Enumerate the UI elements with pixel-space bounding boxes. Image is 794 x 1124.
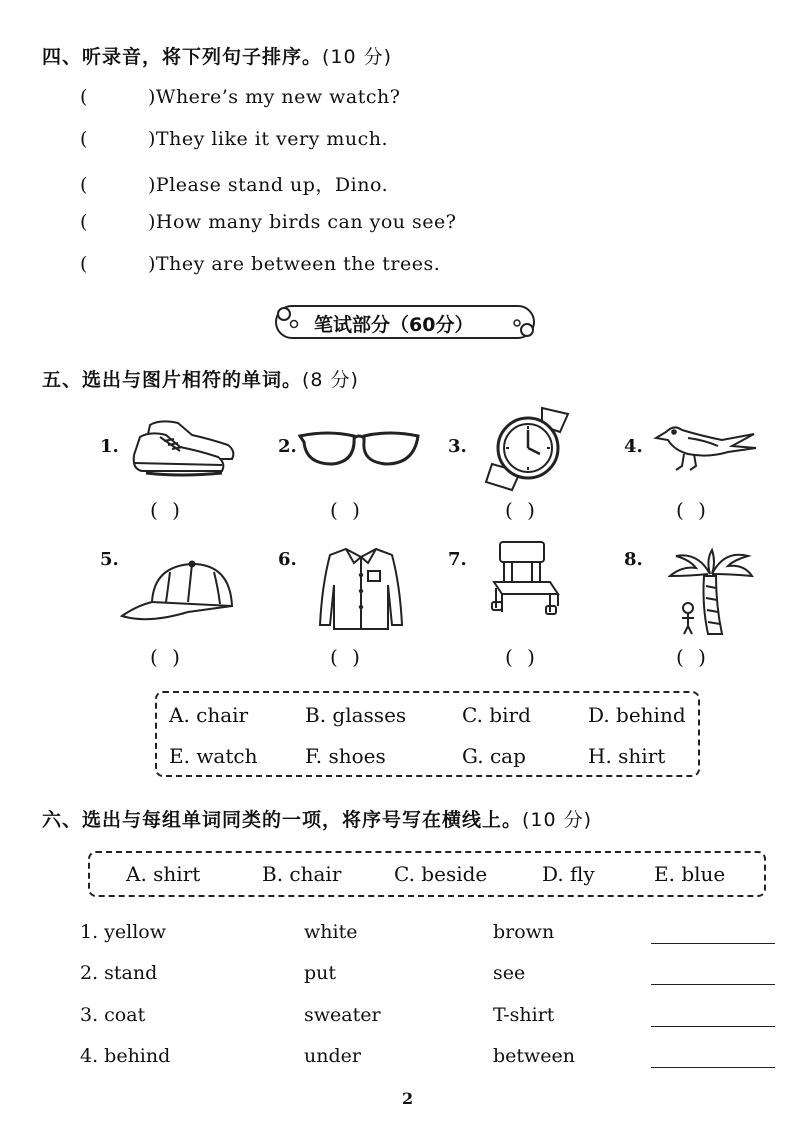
- answer-line[interactable]: [651, 1067, 775, 1068]
- answer-blank[interactable]: ( ): [505, 498, 539, 522]
- picture-number: 7.: [448, 549, 467, 570]
- section4-item-5: [80, 253, 440, 275]
- word-2: put: [304, 962, 337, 984]
- bird-icon: [652, 414, 758, 474]
- word-1: 4. behind: [80, 1045, 171, 1067]
- option-e: E. blue: [654, 862, 726, 886]
- option-g: G. cap: [462, 744, 526, 768]
- answer-blank[interactable]: ( ): [330, 645, 364, 669]
- glasses-icon: [298, 428, 420, 470]
- option-d: D. behind: [588, 703, 686, 727]
- sentence-text: )They like it very much.: [148, 128, 389, 150]
- shirt-icon: [316, 545, 406, 631]
- sentence-text: )How many birds can you see?: [148, 211, 457, 233]
- option-b: B. chair: [262, 862, 342, 886]
- answer-blank[interactable]: ( ): [676, 645, 710, 669]
- option-a: A. shirt: [126, 862, 201, 886]
- word-3: brown: [493, 921, 555, 943]
- chair-icon: [488, 540, 562, 616]
- option-f: F. shoes: [305, 744, 386, 768]
- word-1: 1. yellow: [80, 921, 167, 943]
- picture-number: 5.: [100, 549, 119, 570]
- option-b: B. glasses: [305, 703, 407, 727]
- picture-number: 8.: [624, 549, 643, 570]
- picture-number: 1.: [100, 436, 119, 457]
- section4-points: (10 分): [322, 46, 393, 68]
- answer-blank[interactable]: ( ): [150, 498, 184, 522]
- option-c: C. bird: [462, 703, 531, 727]
- sentence-text: )Please stand up，Dino.: [148, 174, 389, 196]
- option-h: H. shirt: [588, 744, 666, 768]
- page-number: 2: [402, 1089, 414, 1108]
- answer-blank[interactable]: (: [80, 128, 88, 150]
- tree-icon: [668, 546, 754, 636]
- section4-title: [42, 42, 392, 69]
- section6-options-box: [88, 851, 766, 897]
- answer-blank[interactable]: (: [80, 86, 88, 108]
- answer-line[interactable]: [651, 1026, 775, 1027]
- answer-blank[interactable]: (: [80, 211, 88, 233]
- answer-blank[interactable]: ( ): [676, 498, 710, 522]
- section4-item-4: [80, 211, 456, 233]
- word-2: sweater: [304, 1004, 381, 1026]
- section5-title-text: 五、选出与图片相符的单词。: [42, 369, 303, 391]
- written-banner: [272, 302, 542, 342]
- picture-number: 4.: [624, 436, 643, 457]
- answer-blank[interactable]: (: [80, 174, 88, 196]
- answer-blank[interactable]: ( ): [330, 498, 364, 522]
- answer-blank[interactable]: ( ): [505, 645, 539, 669]
- option-c: C. beside: [394, 862, 488, 886]
- sentence-text: )They are between the trees.: [148, 253, 441, 275]
- word-2: white: [304, 921, 358, 943]
- picture-number: 3.: [448, 436, 467, 457]
- answer-line[interactable]: [651, 943, 775, 944]
- answer-blank[interactable]: ( ): [150, 645, 184, 669]
- watch-icon: [482, 404, 580, 492]
- word-3: T-shirt: [493, 1004, 555, 1026]
- option-e: E. watch: [169, 744, 258, 768]
- section4-item-2: [80, 128, 388, 150]
- word-1: 2. stand: [80, 962, 158, 984]
- option-a: A. chair: [169, 703, 249, 727]
- picture-number: 6.: [278, 549, 297, 570]
- section6-title-text: 六、选出与每组单词同类的一项，将序号写在横线上。: [42, 809, 523, 831]
- sentence-text: )Where’s my new watch?: [148, 86, 401, 108]
- section5-title: [42, 365, 359, 392]
- option-d: D. fly: [542, 862, 595, 886]
- word-1: 3. coat: [80, 1004, 146, 1026]
- section5-points: (8 分): [302, 369, 359, 391]
- shoes-icon: [130, 415, 238, 479]
- section6-title: [42, 805, 592, 832]
- answer-blank[interactable]: (: [80, 253, 88, 275]
- word-2: under: [304, 1045, 361, 1067]
- answer-line[interactable]: [651, 984, 775, 985]
- section4-item-3: [80, 170, 388, 197]
- written-banner-text: 笔试部分（60分）: [314, 314, 474, 336]
- section4-title-text: 四、听录音，将下列句子排序。: [42, 46, 323, 68]
- picture-number: 2.: [278, 436, 297, 457]
- section6-points: (10 分): [522, 809, 593, 831]
- section4-item-1: [80, 86, 400, 108]
- word-3: between: [493, 1045, 576, 1067]
- cap-icon: [118, 558, 240, 628]
- section5-options-box: [155, 691, 700, 777]
- word-3: see: [493, 962, 526, 984]
